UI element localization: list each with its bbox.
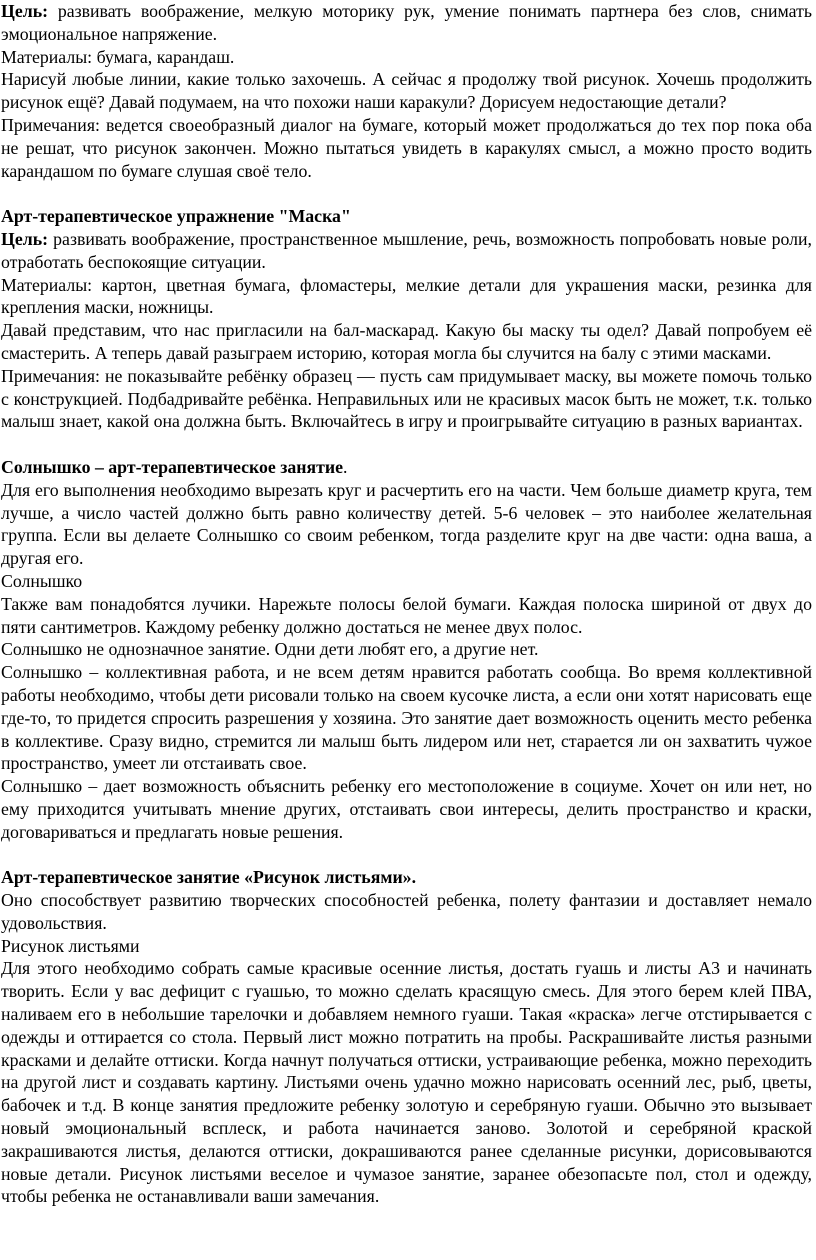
leaves-caption: Рисунок листьями bbox=[1, 935, 140, 956]
goal-text: развивать воображение, пространственное мышление, речь, возможность попробовать новые роли, отработать беспокоящие ситуации. bbox=[1, 228, 812, 272]
doodle-notes: Примечания: ведется своеобразный диалог на бумаге, который может продолжаться до тех пор пока оба не решат, что рисунок закончен. Можно пытаться увидеть в каракулях смысл, а можно просто водить карандашом по бумаге слушая своё тело. bbox=[1, 114, 812, 181]
paragraph-gap bbox=[1, 433, 812, 456]
doodle-exercise bbox=[1, 0, 812, 182]
section-heading: Солнышко – арт-терапевтическое занятие bbox=[1, 456, 343, 477]
mask-goal bbox=[1, 228, 812, 274]
goal-label: Цель: bbox=[1, 228, 49, 249]
paragraph-gap bbox=[1, 843, 812, 866]
sun-paragraph-1: Для его выполнения необходимо вырезать круг и расчертить его на части. Чем больше диаметр круга, тем лучше, а число частей должно быть равно количеству детей. 5-6 человек – это наиболее желательная группа. Если вы делаете Солнышко со своим ребенком, тогда разделите круг на две части: одна ваша, а другая его. bbox=[1, 479, 812, 569]
doodle-goal bbox=[1, 0, 812, 46]
section-heading: Арт-терапевтическое упражнение "Маска" bbox=[1, 206, 351, 227]
sun-caption: Солнышко bbox=[1, 570, 83, 591]
leaves-exercise bbox=[1, 866, 812, 1208]
doodle-instructions: Нарисуй любые линии, какие только захочешь. А сейчас я продолжу твой рисунок. Хочешь продолжить рисунок ещё? Давай подумаем, на что похожи наши каракули? Дорисуем недостающие детали? bbox=[1, 69, 812, 113]
goal-text: развивать воображение, мелкую моторику рук, умение понимать партнера без слов, снимать эмоциональное напряжение. bbox=[1, 1, 812, 44]
title-period: . bbox=[343, 456, 348, 477]
leaves-paragraph-1: Оно способствует развитию творческих способностей ребенка, полету фантазии и доставляет немало удовольствия. bbox=[1, 890, 812, 933]
sun-paragraph-4: Солнышко – коллективная работа, и не всем детям нравится работать сообща. Во время коллективной работы необходимо, чтобы дети рисовали только на своем кусочке листа, а если они хотят нарисовать еще где-то, то придется спросить разрешения у хозяина. Это занятие дает возможность оценить место ребенка в коллективе. Сразу видно, стремится ли малыш быть лидером или нет, старается ли он захватить чужое пространство, умеет ли отстаивать свое. bbox=[1, 662, 812, 774]
sun-paragraph-2: Также вам понадобятся лучики. Нарежьте полосы белой бумаги. Каждая полоска шириной от двух до пяти сантиметров. Каждому ребенку должно достаться не менее двух полос. bbox=[1, 593, 812, 637]
mask-exercise bbox=[1, 205, 812, 433]
mask-materials: Материалы: картон, цветная бумага, фломастеры, мелкие детали для украшения маски, резинка для крепления маски, ножницы. bbox=[1, 274, 812, 318]
mask-notes: Примечания: не показывайте ребёнку образец — пусть сам придумывает маску, вы можете помочь только с конструкцией. Подбадривайте ребёнка. Неправильных или не красивых масок быть не может, т.к. только малыш знает, какой она должна быть. Включайтесь в игру и проигрывайте ситуацию в разных вариантах. bbox=[1, 365, 812, 432]
sun-paragraph-5: Солнышко – дает возможность объяснить ребенку его местоположение в социуме. Хочет он или нет, но ему приходится учитывать мнение других, отстаивать свои интересы, делить пространство и краски, договариваться и предлагать новые решения. bbox=[1, 776, 812, 842]
leaves-title bbox=[1, 866, 812, 889]
mask-title bbox=[1, 205, 812, 228]
paragraph-gap bbox=[1, 182, 812, 205]
goal-label: Цель: bbox=[1, 1, 49, 21]
leaves-paragraph-2: Для этого необходимо собрать самые красивые осенние листья, достать гуашь и листы А3 и начинать творить. Если у вас дефицит с гуашью, то можно сделать красящую смесь. Для этого берем клей ПВА, наливаем его в небольшие тарелочки и добавляем немного гуаши. Такая «краска» легче отстирывается с одежды и оттирается со стола. Первый лист можно потратить на пробы. Раскрашивайте листья разными красками и делайте оттиски. Когда начнут получаться оттиски, устраивающие ребенка, можно переходить на другой лист и создавать картину. Листьями очень удачно можно нарисовать осенний лес, рыб, цветы, бабочек и т.д. В конце занятия предложите ребенку золотую и серебряную гуаши. Обычно это вызывает новый эмоциональный всплеск, и работа начинается заново. Золотой и серебряной краской закрашиваются листья, делаются оттиски, докрашиваются ранее сделанные рисунки, дорисовываются новые детали. Рисунок листьями веселое и чумазое занятие, заранее обезопасьте пол, стол и одежду, чтобы ребенка не останавливали ваши замечания. bbox=[1, 958, 812, 1207]
mask-instructions: Давай представим, что нас пригласили на бал-маскарад. Какую бы маску ты одел? Давай попробуем её смастерить. А теперь давай разыграем историю, которая могла бы случится на балу с этими масками. bbox=[1, 320, 812, 363]
sun-exercise bbox=[1, 456, 812, 844]
section-heading: Арт-терапевтическое занятие «Рисунок листьями». bbox=[1, 867, 417, 888]
sun-paragraph-3: Солнышко не однозначное занятие. Одни дети любят его, а другие нет. bbox=[1, 639, 539, 660]
doodle-materials: Материалы: бумага, карандаш. bbox=[1, 46, 235, 67]
sun-title bbox=[1, 456, 812, 479]
